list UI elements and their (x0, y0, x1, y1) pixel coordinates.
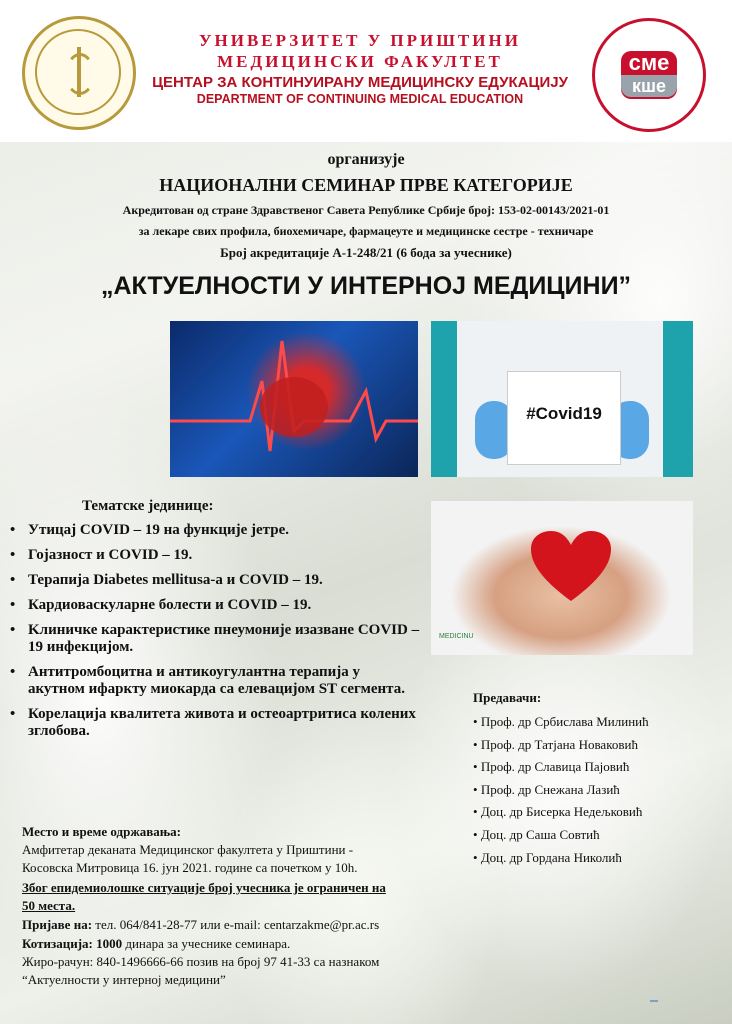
lecturer-item: • Доц. др Бисерка Недељковић (473, 801, 713, 824)
lecturer-item: • Проф. др Снежана Лазић (473, 779, 713, 802)
topic-item: • Терапија Diabetes mellitusа-а и COVID – 19. (10, 572, 430, 589)
fee-line (22, 936, 290, 952)
notice-line-2: 50 места. (22, 898, 76, 913)
place-label: Место и време одржавања: (22, 824, 181, 839)
lecturer-item: • Доц. др Саша Совтић (473, 824, 713, 847)
account-note: “Актуелности у интерној медицини” (22, 972, 226, 987)
department-name: DEPARTMENT OF CONTINUING MEDICAL EDUCATION (196, 92, 524, 106)
lecturers-list (473, 711, 713, 869)
lecturer-item: • Проф. др Славица Пајовић (473, 756, 713, 779)
apply-text: тел. 064/841-28-77 или e-mail: centarzakme@pr.ac.rs (92, 917, 380, 932)
topics-heading: Тематске јединице: (82, 498, 214, 514)
topic-item: • Корелација квалитета живота и остеоартритиса колених зглобова. (10, 706, 420, 740)
fee-text: динара за учеснике семинара. (122, 936, 291, 951)
faculty-name: МЕДИЦИНСКИ ФАКУЛТЕТ (217, 52, 503, 71)
decor-dash (650, 1000, 658, 1002)
cme-logo (592, 18, 706, 132)
covid-sign-image (431, 321, 693, 477)
audience-text: за лекаре свих профила, биохемичаре, фармацеуте и медицинске сестре - техничаре (138, 224, 594, 238)
notice-line-1: Због епидемиолошке ситуације број учесника је ограничен на (22, 880, 386, 895)
topic-item: • Антитромбоцитна и антикоугулантна терапија у акутном ифаркту миокарда са елевацијом ST сегмента. (10, 664, 420, 698)
topic-item: • Kлиничке карактеристике пнеумоније изазване COVID – 19 инфекцијом. (10, 622, 420, 656)
place-line-2: Косовска Митровица 16. јун 2021. године са почетком у 10h. (22, 860, 358, 875)
covid-hashtag: #Covid19 (526, 404, 602, 423)
lecturer-item: • Проф. др Србислава Милинић (473, 711, 713, 734)
covid-card (507, 371, 621, 465)
seminar-heading: НАЦИОНАЛНИ СЕМИНАР ПРВЕ КАТЕГОРИЈЕ (159, 175, 573, 195)
apply-label: Пријаве на: (22, 917, 93, 932)
topics-list (10, 522, 430, 740)
heart-anatomy-image (170, 321, 418, 477)
hands-heart-image (431, 501, 693, 655)
seminar-title: „АКТУЕЛНОСТИ У ИНТЕРНОЈ МЕДИЦИНИ” (100, 272, 632, 300)
cme-logo-top: сме (628, 50, 670, 75)
center-name: ЦЕНТАР ЗА КОНТИНУИРАНУ МЕДИЦИНСКУ ЕДУКАЦИЈУ (152, 74, 568, 91)
cme-logo-mark (621, 51, 677, 99)
topic-item: • Гојазност и COVID – 19. (10, 547, 430, 564)
topic-item: • Кардиоваскуларне болести и COVID – 19. (10, 597, 430, 614)
topic-item: • Утицај COVID – 19 на функције јетре. (10, 522, 430, 539)
ecg-line-icon (170, 321, 418, 477)
accreditation-text: Акредитован од стране Здравственог Савета Републике Србије број: 153-02-00143/2021-01 (122, 203, 610, 217)
accreditation-number: Број акредитације А-1-248/21 (6 бода за учеснике) (220, 245, 512, 260)
lecturer-item: • Доц. др Гордана Николић (473, 847, 713, 870)
snake-icon (65, 53, 95, 95)
organizes-text: организује (327, 151, 405, 168)
lecturer-item: • Проф. др Татјана Новаковић (473, 734, 713, 757)
lecturers-heading: Предавачи: (473, 690, 542, 705)
apply-line (22, 917, 379, 933)
fee-label: Котизација: 1000 (22, 936, 123, 951)
place-line-1: Амфитетар деканата Медицинског факултета у Приштини - (22, 842, 354, 857)
account-line: Жиро-рачун: 840-1496666-66 позив на број 97 41-33 са назнаком (22, 954, 380, 969)
cme-logo-bottom: кше (621, 75, 677, 97)
red-heart-icon (531, 531, 611, 603)
university-name: УНИВЕРЗИТЕТ У ПРИШТИНИ (199, 31, 521, 50)
hands-image-logo: MEDICINU (439, 633, 474, 640)
faculty-seal-logo (22, 16, 136, 130)
